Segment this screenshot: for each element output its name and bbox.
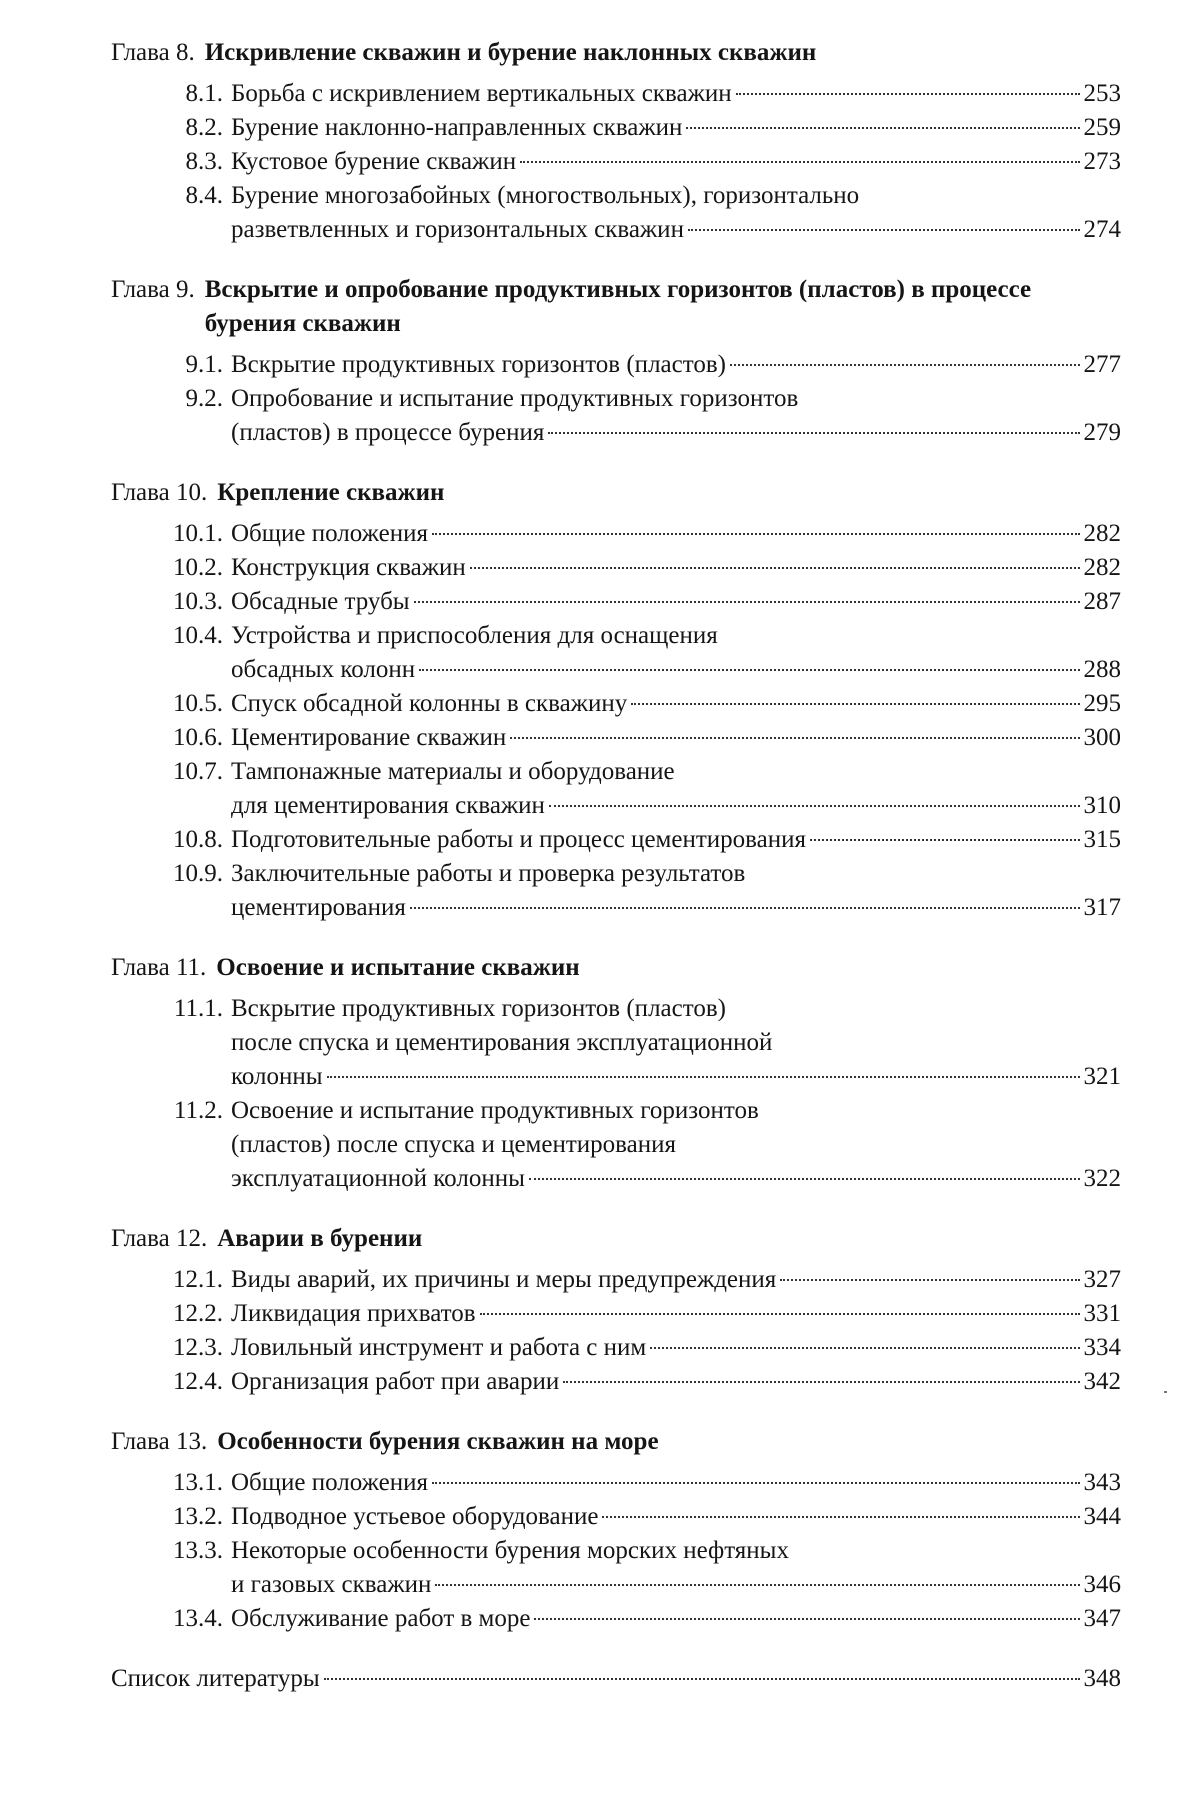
section-text <box>231 1297 1121 1331</box>
section-entry <box>111 145 1121 179</box>
dot-leader <box>435 1584 1079 1586</box>
section-line: Вскрытие продуктивных горизонтов (пластов) <box>231 351 726 378</box>
dot-leader <box>327 1076 1080 1078</box>
section-number: 12.2. <box>173 1300 223 1327</box>
section-text <box>231 1500 1121 1534</box>
chapter-label: Глава 11. <box>111 954 207 981</box>
section-number: 9.1. <box>185 351 223 378</box>
section-text <box>231 1534 1121 1602</box>
section-entry <box>111 1365 1121 1399</box>
section-text <box>231 382 1121 450</box>
section-last-line <box>231 111 1121 145</box>
section-entry <box>111 1094 1121 1196</box>
dot-leader <box>534 1618 1079 1620</box>
section-entry <box>111 585 1121 619</box>
page-number: 279 <box>1083 419 1121 446</box>
section-last-line <box>231 145 1121 179</box>
section-line: Ловильный инструмент и работа с ним <box>231 1334 647 1361</box>
section-last-line <box>231 1500 1121 1534</box>
section-number: 10.3. <box>173 588 223 615</box>
section-line: Конструкция скважин <box>231 554 466 581</box>
section-last-line <box>231 1162 1121 1196</box>
section-line: Виды аварий, их причины и меры предупреждения <box>231 1266 777 1293</box>
section-text <box>231 857 1121 925</box>
section-line: и газовых скважин <box>231 1571 432 1598</box>
dot-leader <box>688 229 1080 231</box>
dot-leader <box>529 1178 1080 1180</box>
section-last-line <box>231 823 1121 857</box>
chapter-title: Вскрытие и опробование продуктивных горизонтов (пластов) в процессе бурения скважин <box>204 276 1032 337</box>
dot-leader <box>480 1313 1080 1315</box>
section-number: 10.1. <box>173 520 223 547</box>
section-line: Вскрытие продуктивных горизонтов (пластов) <box>231 995 726 1022</box>
section-last-line <box>231 1297 1121 1331</box>
section-entry <box>111 382 1121 450</box>
page-number: 322 <box>1083 1165 1121 1192</box>
chapter-label: Глава 13. <box>111 1428 208 1455</box>
section-line: Кустовое бурение скважин <box>231 148 517 175</box>
section-entry <box>111 1297 1121 1331</box>
page-number: 331 <box>1083 1300 1121 1327</box>
section-entry <box>111 1331 1121 1365</box>
page-number: 343 <box>1083 1469 1121 1496</box>
page-number: 342 <box>1083 1368 1121 1395</box>
chapter-title: Особенности бурения скважин на море <box>217 1428 659 1455</box>
section-line: после спуска и цементирования эксплуатационной <box>231 1029 773 1056</box>
section-number: 9.2. <box>185 385 223 412</box>
section-text <box>231 823 1121 857</box>
page-number: 273 <box>1083 148 1121 175</box>
section-number: 12.1. <box>173 1266 223 1293</box>
section-text <box>231 517 1121 551</box>
dot-leader <box>602 1516 1079 1518</box>
page-number: 346 <box>1083 1571 1121 1598</box>
section-entry <box>111 857 1121 925</box>
section-line: (пластов) после спуска и цементирования <box>231 1131 676 1158</box>
section-line: Цементирование скважин <box>231 724 507 751</box>
section-text <box>231 348 1121 382</box>
chapter-label: Глава 12. <box>111 1225 208 1252</box>
section-line: (пластов) в процессе бурения <box>231 419 545 446</box>
section-line: Заключительные работы и проверка результатов <box>231 860 746 887</box>
chapter-heading <box>111 951 1121 985</box>
page-number: 259 <box>1083 114 1121 141</box>
section-number: 11.1. <box>173 995 223 1022</box>
chapter-block <box>111 476 1121 925</box>
section-number: 10.8. <box>173 826 223 853</box>
dot-leader <box>736 93 1080 95</box>
section-line: Подводное устьевое оборудование <box>231 1503 599 1530</box>
page-number: 282 <box>1083 554 1121 581</box>
dot-leader <box>631 703 1079 705</box>
page-number: 288 <box>1083 656 1121 683</box>
chapter-label: Глава 9. <box>111 276 195 303</box>
section-number: 10.4. <box>173 622 223 649</box>
section-line: Опробование и испытание продуктивных горизонтов <box>231 385 799 412</box>
chapter-heading <box>111 476 1121 510</box>
references-label: Список литературы <box>111 1665 320 1692</box>
section-last-line <box>231 687 1121 721</box>
section-text <box>231 619 1121 687</box>
section-number: 10.6. <box>173 724 223 751</box>
section-text <box>231 585 1121 619</box>
dot-leader <box>780 1279 1079 1281</box>
dot-leader <box>730 364 1080 366</box>
dot-leader <box>563 1381 1079 1383</box>
section-number: 8.2. <box>185 114 223 141</box>
page-number: 282 <box>1083 520 1121 547</box>
section-number: 8.3. <box>185 148 223 175</box>
section-line: Некоторые особенности бурения морских нефтяных <box>231 1537 789 1564</box>
section-entry <box>111 687 1121 721</box>
section-line: Общие положения <box>231 520 428 547</box>
section-line: Спуск обсадной колонны в скважину <box>231 690 628 717</box>
section-text <box>231 1094 1121 1196</box>
chapter-heading <box>111 1222 1121 1256</box>
chapter-block <box>111 1222 1121 1399</box>
section-text <box>231 77 1121 111</box>
section-entry <box>111 721 1121 755</box>
page-number: 295 <box>1083 690 1121 717</box>
section-line: Освоение и испытание продуктивных горизонтов <box>231 1097 759 1124</box>
chapter-block <box>111 36 1121 247</box>
section-last-line <box>231 1263 1121 1297</box>
page-number: 327 <box>1083 1266 1121 1293</box>
dot-leader <box>470 567 1080 569</box>
dot-leader <box>410 907 1080 909</box>
dot-leader <box>549 805 1080 807</box>
section-line: Бурение многозабойных (многоствольных), горизонтально <box>231 182 860 209</box>
section-entry <box>111 551 1121 585</box>
section-entry <box>111 111 1121 145</box>
page-number: 344 <box>1083 1503 1121 1530</box>
section-entry <box>111 755 1121 823</box>
chapter-title: Освоение и испытание скважин <box>216 954 580 981</box>
section-text <box>231 551 1121 585</box>
dot-leader <box>548 432 1079 434</box>
section-line: Тампонажные материалы и оборудование <box>231 758 675 785</box>
section-number: 12.4. <box>173 1368 223 1395</box>
dot-leader <box>414 601 1080 603</box>
table-of-contents <box>111 36 1121 1696</box>
dot-leader <box>419 669 1079 671</box>
section-line: Организация работ при аварии <box>231 1368 560 1395</box>
section-last-line <box>231 1602 1121 1636</box>
section-entry <box>111 1602 1121 1636</box>
section-entry <box>111 992 1121 1094</box>
page-number: 321 <box>1083 1063 1121 1090</box>
section-entry <box>111 77 1121 111</box>
section-number: 8.4. <box>185 182 223 209</box>
section-last-line <box>231 721 1121 755</box>
section-last-line <box>231 213 1121 247</box>
section-number: 13.3. <box>173 1537 223 1564</box>
section-line: Обслуживание работ в море <box>231 1605 531 1632</box>
chapter-title: Аварии в бурении <box>217 1225 423 1252</box>
section-number: 10.5. <box>173 690 223 717</box>
section-text <box>231 721 1121 755</box>
section-line: для цементирования скважин <box>231 792 545 819</box>
page-number: 315 <box>1083 826 1121 853</box>
section-text <box>231 755 1121 823</box>
section-last-line <box>231 551 1121 585</box>
dot-leader <box>810 839 1080 841</box>
section-line: Обсадные трубы <box>231 588 410 615</box>
chapter-block <box>111 273 1121 450</box>
section-last-line <box>231 585 1121 619</box>
section-number: 10.7. <box>173 758 223 785</box>
section-text <box>231 1466 1121 1500</box>
section-line: обсадных колонн <box>231 656 416 683</box>
section-number: 12.3. <box>173 1334 223 1361</box>
section-last-line <box>231 1466 1121 1500</box>
section-entry <box>111 348 1121 382</box>
references-page-number: 348 <box>1083 1665 1121 1692</box>
section-last-line <box>231 1060 1121 1094</box>
section-number: 13.1. <box>173 1469 223 1496</box>
section-line: Общие положения <box>231 1469 428 1496</box>
section-last-line <box>231 1568 1121 1602</box>
section-entry <box>111 517 1121 551</box>
page-number: 287 <box>1083 588 1121 615</box>
page-number: 310 <box>1083 792 1121 819</box>
section-last-line <box>231 77 1121 111</box>
page-number: 253 <box>1083 80 1121 107</box>
section-line: Бурение наклонно-направленных скважин <box>231 114 683 141</box>
section-last-line <box>231 416 1121 450</box>
section-text <box>231 1331 1121 1365</box>
section-entry <box>111 1466 1121 1500</box>
page-number: 334 <box>1083 1334 1121 1361</box>
section-last-line <box>231 653 1121 687</box>
dot-leader <box>432 1482 1080 1484</box>
section-text <box>231 1365 1121 1399</box>
section-line: колонны <box>231 1063 323 1090</box>
chapter-heading <box>111 273 1121 341</box>
section-line: Борьба с искривлением вертикальных скважин <box>231 80 732 107</box>
section-line: цементирования <box>231 894 406 921</box>
section-entry <box>111 1263 1121 1297</box>
section-number: 13.2. <box>173 1503 223 1530</box>
section-text <box>231 1263 1121 1297</box>
references-entry <box>111 1662 1121 1696</box>
dot-leader <box>686 127 1079 129</box>
section-line: Устройства и приспособления для оснащения <box>231 622 718 649</box>
page-number: 274 <box>1083 216 1121 243</box>
chapter-block <box>111 951 1121 1196</box>
section-entry <box>111 179 1121 247</box>
section-entry <box>111 823 1121 857</box>
section-number: 10.9. <box>173 860 223 887</box>
section-line: Ликвидация прихватов <box>231 1300 476 1327</box>
section-entry <box>111 619 1121 687</box>
section-last-line <box>231 891 1121 925</box>
dot-leader <box>510 737 1079 739</box>
section-entry <box>111 1534 1121 1602</box>
page-number: 277 <box>1083 351 1121 378</box>
scan-speck <box>1164 1391 1167 1393</box>
section-entry <box>111 1500 1121 1534</box>
section-number: 10.2. <box>173 554 223 581</box>
section-text <box>231 179 1121 247</box>
section-last-line <box>231 517 1121 551</box>
chapter-block <box>111 1425 1121 1636</box>
chapter-title: Искривление скважин и бурение наклонных скважин <box>204 39 817 66</box>
chapter-label: Глава 8. <box>111 39 195 66</box>
chapter-list <box>111 36 1121 1636</box>
section-number: 11.2. <box>173 1097 223 1124</box>
section-line: разветвленных и горизонтальных скважин <box>231 216 684 243</box>
dot-leader <box>520 161 1079 163</box>
section-text <box>231 1602 1121 1636</box>
section-text <box>231 111 1121 145</box>
dot-leader <box>650 1347 1079 1349</box>
section-text <box>231 687 1121 721</box>
section-last-line <box>231 789 1121 823</box>
chapter-title: Крепление скважин <box>217 479 445 506</box>
section-last-line <box>231 348 1121 382</box>
chapter-heading <box>111 36 1121 70</box>
chapter-label: Глава 10. <box>111 479 208 506</box>
section-number: 8.1. <box>185 80 223 107</box>
page-number: 300 <box>1083 724 1121 751</box>
dot-leader <box>432 533 1080 535</box>
section-line: эксплуатационной колонны <box>231 1165 525 1192</box>
section-last-line <box>231 1331 1121 1365</box>
section-number: 13.4. <box>173 1605 223 1632</box>
section-text <box>231 145 1121 179</box>
dot-leader <box>324 1678 1080 1680</box>
section-last-line <box>231 1365 1121 1399</box>
page-number: 317 <box>1083 894 1121 921</box>
section-line: Подготовительные работы и процесс цементирования <box>231 826 806 853</box>
chapter-heading <box>111 1425 1121 1459</box>
page-number: 347 <box>1083 1605 1121 1632</box>
section-text <box>231 992 1121 1094</box>
